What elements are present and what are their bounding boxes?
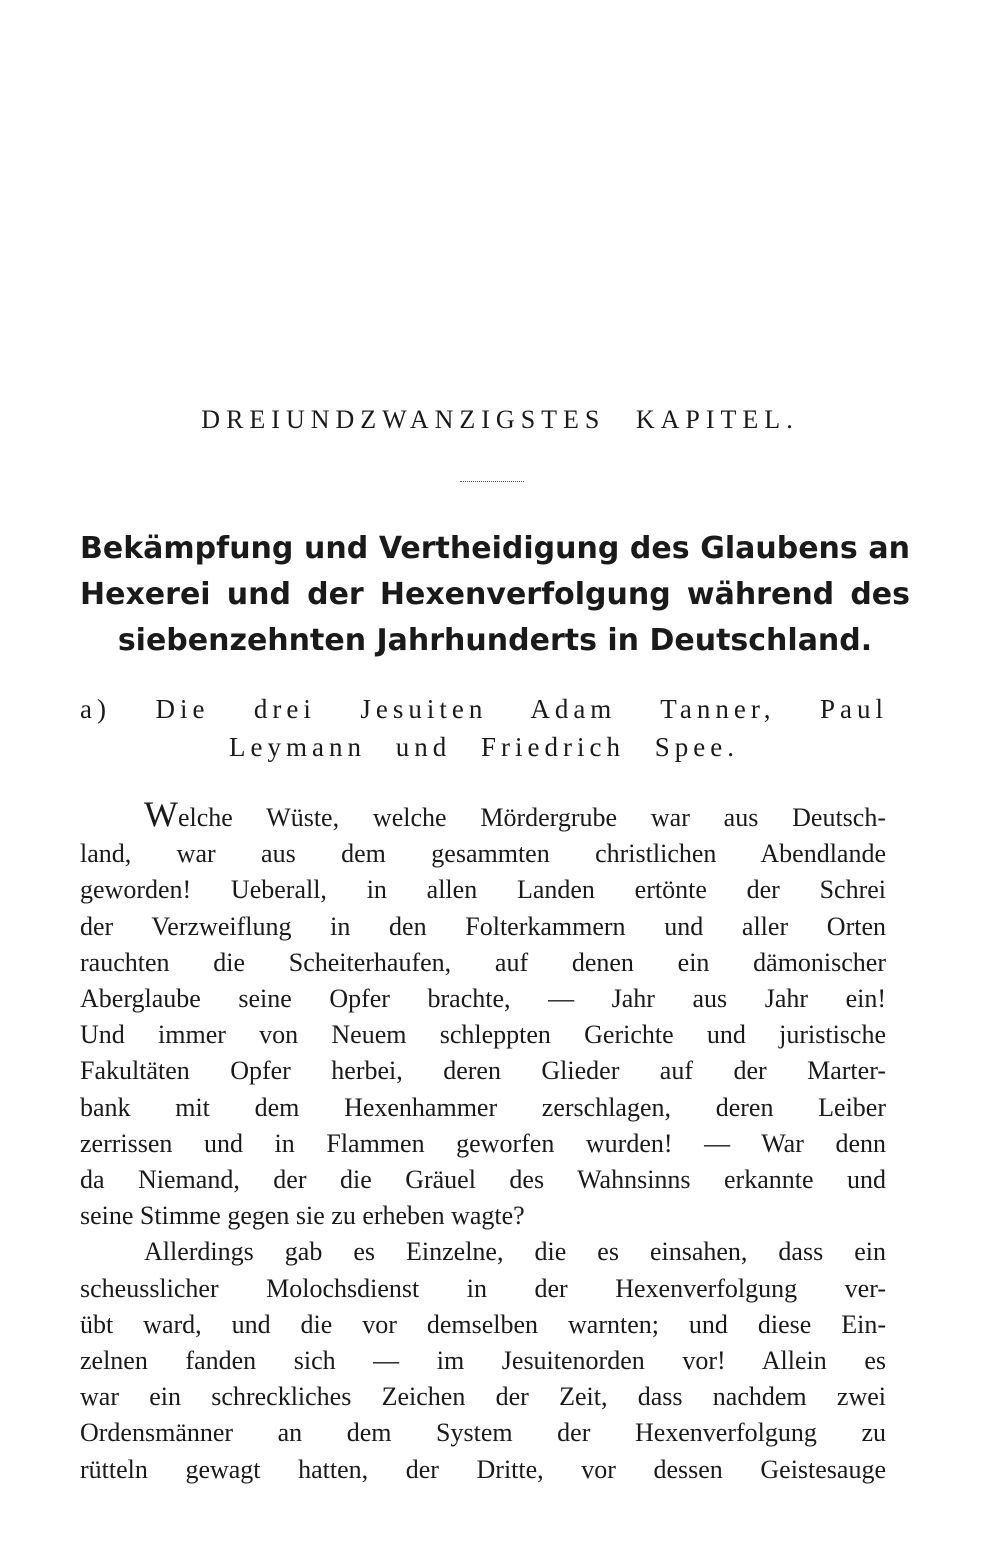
text-line: geworden! Ueberall, in allen Landen ertönte der Schrei — [80, 875, 886, 905]
text-line — [80, 796, 886, 836]
text-line: bank mit dem Hexenhammer zerschlagen, deren Leiber — [80, 1092, 886, 1122]
chapter-heading: DREIUNDZWANZIGSTES KAPITEL. — [201, 405, 799, 434]
ornamental-divider — [460, 481, 524, 482]
text-line: rütteln gewagt hatten, der Dritte, vor dessen Geistesauge — [80, 1454, 886, 1484]
text-line: war ein schreckliches Zeichen der Zeit, dass nachdem zwei — [80, 1382, 886, 1412]
text-line: übt ward, und die vor demselben warnten; und diese Ein- — [80, 1309, 886, 1339]
text-line: land, war aus dem gesammten christlichen Abendlande — [80, 839, 886, 869]
section-heading-line: a) Die drei Jesuiten Adam Tanner, Paul — [80, 694, 888, 724]
text-line: Fakultäten Opfer herbei, deren Glieder auf der Marter- — [80, 1056, 886, 1086]
paragraph — [80, 1234, 886, 1487]
text-fragment: elche Wüste, welche Mördergrube war aus Deutsch- — [177, 803, 886, 832]
text-line: Ordensmänner an dem System der Hexenverfolgung zu — [80, 1418, 886, 1448]
text-line: der Verzweiflung in den Folterkammern und aller Orten — [80, 911, 886, 941]
text-line: Aberglaube seine Opfer brachte, — Jahr aus Jahr ein! — [80, 984, 886, 1014]
section-heading — [80, 690, 888, 766]
initial-letter: W — [144, 794, 178, 834]
section-heading-line: Leymann und Friedrich Spee. — [229, 732, 739, 762]
text-line: Und immer von Neuem schleppten Gerichte und juristische — [80, 1020, 886, 1050]
text-line: rauchten die Scheiterhaufen, auf denen ein dämonischer — [80, 947, 886, 977]
title-line: Bekämpfung und Vertheidigung des Glaubens an — [80, 531, 910, 566]
body-text — [80, 796, 886, 1488]
text-line: zerrissen und in Flammen geworfen wurden! — War denn — [80, 1128, 886, 1158]
title-line: siebenzehnten Jahrhunderts in Deutschland. — [117, 623, 873, 658]
text-line: da Niemand, der die Gräuel des Wahnsinns erkannte und — [80, 1165, 886, 1195]
chapter-title — [80, 526, 910, 664]
title-line: Hexerei und der Hexenverfolgung während des — [80, 577, 910, 612]
text-line: scheusslicher Molochsdienst in der Hexenverfolgung ver- — [80, 1273, 886, 1303]
text-line: seine Stimme gegen sie zu erheben wagte? — [80, 1201, 525, 1231]
text-line: Allerdings gab es Einzelne, die es einsahen, dass ein — [144, 1237, 886, 1267]
paragraph — [80, 796, 886, 1234]
text-line: zelnen fanden sich — im Jesuitenorden vor! Allein es — [80, 1346, 886, 1376]
